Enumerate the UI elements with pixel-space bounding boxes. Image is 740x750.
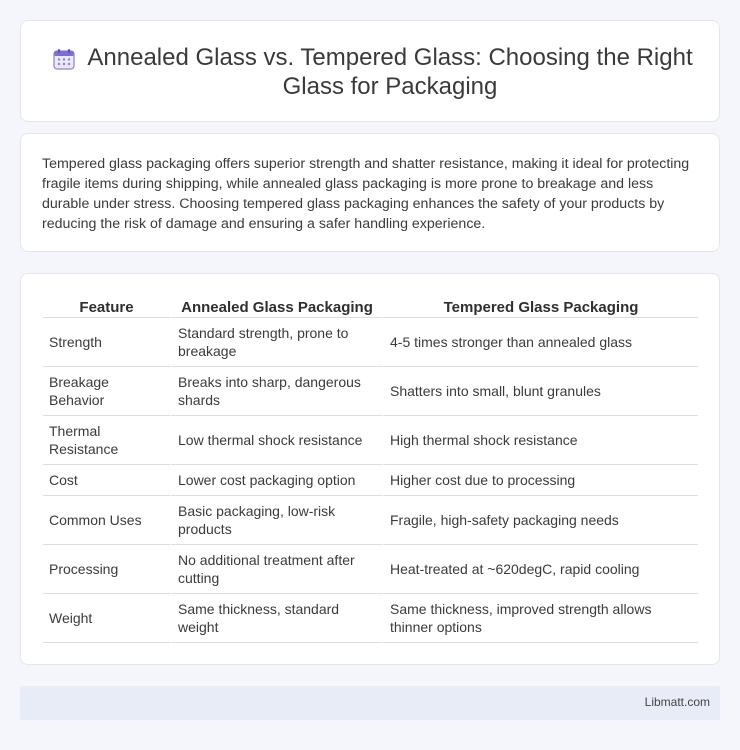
table-row (43, 545, 698, 594)
row-feature: Thermal Resistance (43, 416, 170, 465)
row-feature: Processing (43, 545, 170, 594)
table-row (43, 465, 698, 496)
row-annealed: Same thickness, standard weight (170, 594, 382, 643)
intro-card (20, 133, 720, 252)
row-feature: Weight (43, 594, 170, 643)
row-annealed: No additional treatment after cutting (170, 545, 382, 594)
row-annealed: Breaks into sharp, dangerous shards (170, 367, 382, 416)
row-tempered: High thermal shock resistance (382, 416, 698, 465)
table-row (43, 318, 698, 367)
comparison-table (43, 298, 698, 643)
row-tempered: Higher cost due to processing (382, 465, 698, 496)
row-tempered: Heat-treated at ~620degC, rapid cooling (382, 545, 698, 594)
table-header-row (43, 298, 698, 318)
table-row (43, 416, 698, 465)
table-row (43, 496, 698, 545)
row-tempered: 4-5 times stronger than annealed glass (382, 318, 698, 367)
row-feature: Strength (43, 318, 170, 367)
row-feature: Cost (43, 465, 170, 496)
row-feature: Common Uses (43, 496, 170, 545)
page-title: Annealed Glass vs. Tempered Glass: Choosing the Right Glass for Packaging (87, 44, 693, 100)
row-annealed: Low thermal shock resistance (170, 416, 382, 465)
row-annealed: Lower cost packaging option (170, 465, 382, 496)
table-row (43, 594, 698, 643)
intro-paragraph: Tempered glass packaging offers superior strength and shatter resistance, making it ideal for protecting fragile items during shipping, while annealed glass packaging is more prone to breakage and less durable under stress. Choosing tempered glass packaging enhances the safety of your products by reducing the risk of damage and ensuring a safer handling experience. (42, 156, 690, 232)
comparison-card (20, 273, 720, 665)
title-card (20, 20, 720, 122)
header-annealed: Annealed Glass Packaging (170, 298, 382, 318)
footer-site-link[interactable]: Libmatt.com (644, 695, 710, 709)
row-annealed: Standard strength, prone to breakage (170, 318, 382, 367)
header-feature: Feature (43, 298, 170, 318)
row-annealed: Basic packaging, low-risk products (170, 496, 382, 545)
header-tempered: Tempered Glass Packaging (382, 298, 698, 318)
footer-bar (20, 686, 720, 720)
row-tempered: Fragile, high-safety packaging needs (382, 496, 698, 545)
row-feature: Breakage Behavior (43, 367, 170, 416)
row-tempered: Shatters into small, blunt granules (382, 367, 698, 416)
row-tempered: Same thickness, improved strength allows thinner options (382, 594, 698, 643)
table-row (43, 367, 698, 416)
